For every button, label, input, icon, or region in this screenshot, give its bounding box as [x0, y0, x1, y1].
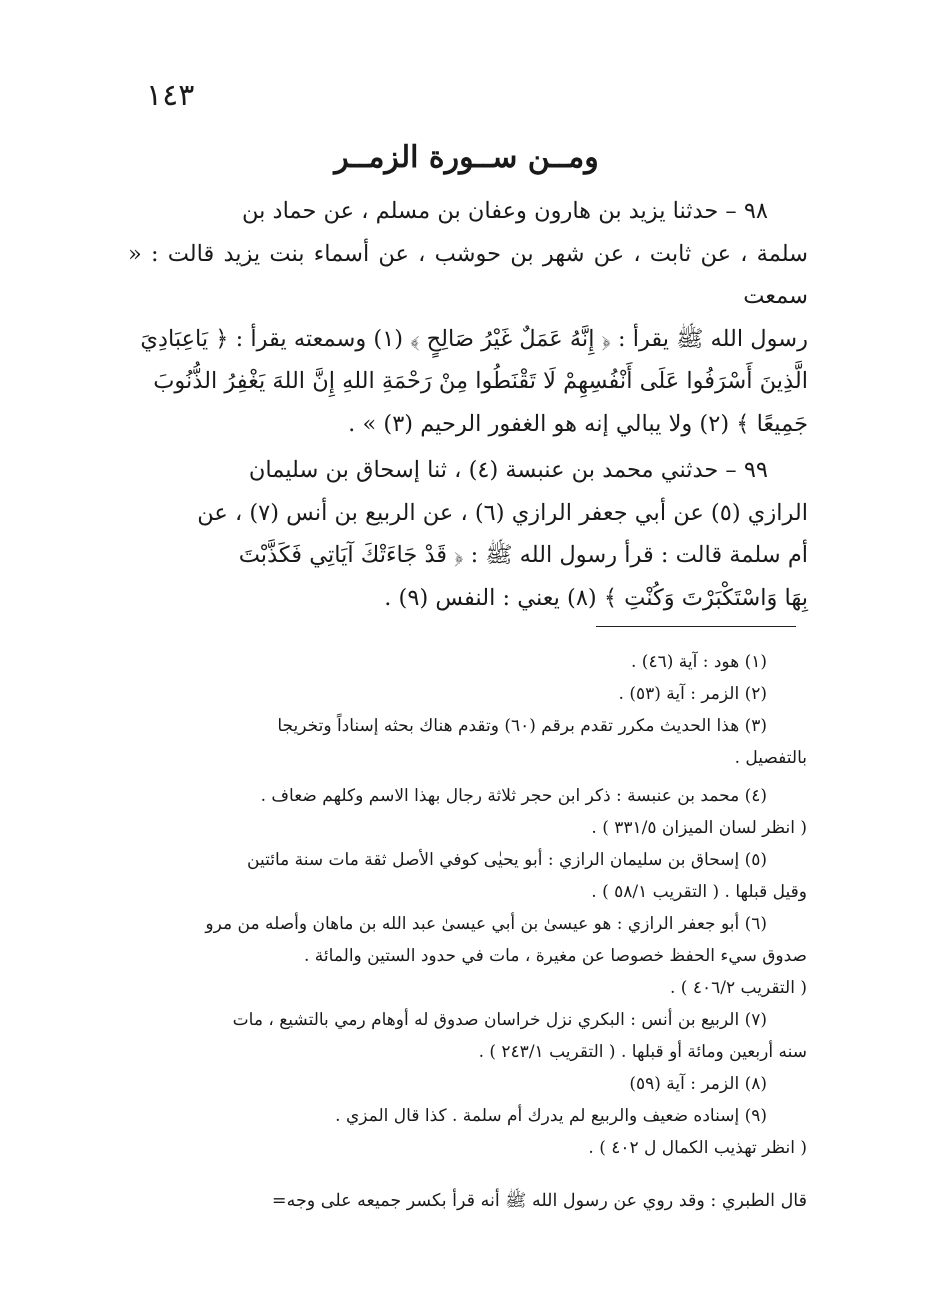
hadith-99-line-3: أم سلمة قالت : قرأ رسول الله ﷺ : ﴿ قَدْ جَاءَتْكَ آيَاتِي فَكَذَّبْتَ: [238, 542, 808, 568]
footnote-1-line-1: (١) هود : آية (٤٦) .: [631, 652, 767, 672]
footnote-6-line-2: صدوق سيء الحفظ خصوصا عن مغيرة ، مات في حدود الستين والمائة .: [303, 946, 807, 966]
footnote-4-line-1: (٤) محمد بن عنبسة : ذكر ابن حجر ثلاثة رجال بهذا الاسم وكلهم ضعاف .: [260, 786, 767, 806]
footnote-7: [132, 1004, 807, 1068]
footnote-3-line-1: (٣) هذا الحديث مكرر تقدم برقم (٦٠) وتقدم هناك بحثه إسناداً وتخريجا: [277, 716, 767, 736]
footnote-7-line-2: سنه أربعين ومائة أو قبلها . ( التقريب ٢٤٣/١ ) .: [478, 1042, 807, 1062]
footnote-9-line-1: (٩) إسناده ضعيف والربيع لم يدرك أم سلمة . كذا قال المزي .: [335, 1106, 767, 1126]
hadith-99-line-1: ٩٩ – حدثني محمد بن عنبسة (٤) ، ثنا إسحاق بن سليمان: [248, 457, 768, 483]
hadith-98-line-4: الَّذِينَ أَسْرَفُوا عَلَى أَنْفُسِهِمْ لَا تَقْنَطُوا مِنْ رَحْمَةِ اللهِ إِنَّ اللهَ يَغْفِرُ الذُّنُوبَ: [153, 368, 808, 394]
footnotes: [132, 646, 807, 1164]
footnote-4-line-2: ( انظر لسان الميزان ٣٣١/٥ ) .: [591, 818, 807, 838]
footnote-2: [132, 678, 807, 710]
footnote-9: [132, 1100, 807, 1164]
footnote-6-line-3: ( التقريب ٤٠٦/٢ ) .: [670, 978, 807, 998]
footnote-4: [132, 780, 807, 844]
page-number: ١٤٣: [146, 78, 195, 113]
hadith-98-line-2: سلمة ، عن ثابت ، عن شهر بن حوشب ، عن أسماء بنت يزيد قالت : « سمعت: [128, 240, 808, 309]
footnote-divider: [596, 626, 796, 627]
hadith-99: [128, 449, 808, 619]
footnote-5-line-1: (٥) إسحاق بن سليمان الرازي : أبو يحيٰى كوفي الأصل ثقة مات سنة مائتين: [247, 850, 767, 870]
hadith-98-line-3: رسول الله ﷺ يقرأ : ﴿ إِنَّهُ عَمَلٌ غَيْرُ صَالِحٍ ﴾ (١) وسمعته يقرأ : ﴿ يَاعِبَادِيَ: [140, 325, 808, 352]
footnote-3: [132, 710, 807, 774]
closing-note: قال الطبري : وقد روي عن رسول الله ﷺ أنه قرأ بكسر جميعه على وجه=: [271, 1191, 807, 1211]
footnote-1: [132, 646, 807, 678]
hadith-99-line-2: الرازي (٥) عن أبي جعفر الرازي (٦) ، عن الربيع بن أنس (٧) ، عن: [197, 499, 808, 526]
footnote-5: [132, 844, 807, 908]
footnote-6: [132, 908, 807, 1004]
footnote-6-line-1: (٦) أبو جعفر الرازي : هو عيسىٰ بن أبي عيسىٰ عبد الله بن ماهان وأصله من مرو: [205, 914, 767, 934]
footnote-8: [132, 1068, 807, 1100]
footnote-3-line-2: بالتفصيل .: [734, 748, 807, 768]
hadith-98: [128, 190, 808, 445]
footnote-2-line-1: (٢) الزمر : آية (٥٣) .: [618, 684, 767, 704]
main-text: [128, 190, 808, 619]
footnote-9-line-2: ( انظر تهذيب الكمال ل ٤٠٢ ) .: [588, 1138, 807, 1158]
footnote-5-line-2: وقيل قبلها . ( التقريب ٥٨/١ ) .: [591, 882, 807, 902]
hadith-98-line-5: جَمِيعًا ﴾ (٢) ولا يبالي إنه هو الغفور الرحيم (٣) » .: [348, 410, 808, 437]
chapter-title: ومــن ســورة الزمــر: [334, 140, 599, 175]
footnote-7-line-1: (٧) الربيع بن أنس : البكري نزل خراسان صدوق له أوهام رمي بالتشيع ، مات: [232, 1010, 767, 1030]
hadith-99-line-4: بِهَا وَاسْتَكْبَرْتَ وَكُنْتِ ﴾ (٨) يعني : النفس (٩) .: [384, 584, 808, 611]
footnote-8-line-1: (٨) الزمر : آية (٥٩): [629, 1074, 767, 1094]
hadith-98-line-1: ٩٨ – حدثنا يزيد بن هارون وعفان بن مسلم ، عن حماد بن: [242, 198, 768, 224]
